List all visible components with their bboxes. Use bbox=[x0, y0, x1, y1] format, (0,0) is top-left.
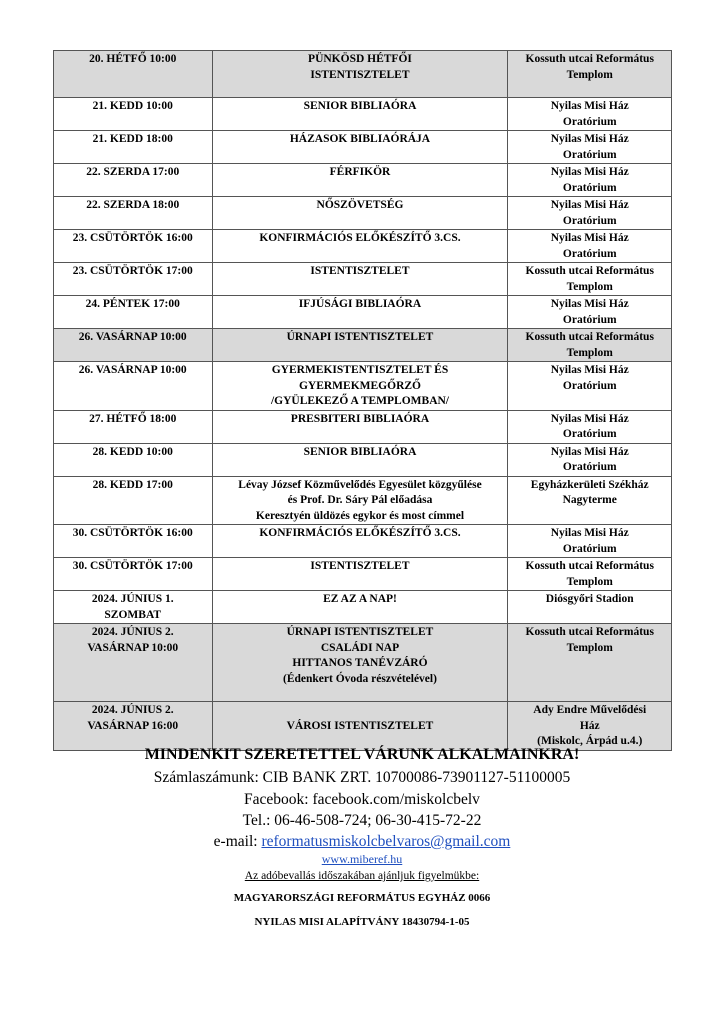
schedule-row bbox=[54, 164, 672, 197]
schedule-row bbox=[54, 197, 672, 230]
location-cell bbox=[508, 51, 672, 98]
event-line: IFJÚSÁGI BIBLIAÓRA bbox=[298, 298, 422, 310]
location-line: Oratórium bbox=[562, 247, 617, 260]
date-time-cell bbox=[54, 131, 213, 164]
event-cell bbox=[212, 230, 508, 263]
event-cell bbox=[212, 591, 508, 624]
date-time-cell bbox=[54, 702, 213, 751]
event-cell bbox=[212, 296, 508, 329]
date-time-line: 26. VASÁRNAP 10:00 bbox=[78, 364, 187, 376]
date-time-cell bbox=[54, 164, 213, 197]
location-line: Oratórium bbox=[562, 461, 617, 473]
date-time-cell bbox=[54, 410, 213, 443]
schedule-row bbox=[54, 591, 672, 624]
event-cell bbox=[212, 197, 508, 230]
location-cell bbox=[508, 410, 672, 443]
location-line: Oratórium bbox=[562, 115, 617, 128]
date-time-cell bbox=[54, 197, 213, 230]
date-time-line: 21. KEDD 10:00 bbox=[92, 100, 173, 112]
event-cell bbox=[212, 263, 508, 296]
date-time-line: 30. CSÜTÖRTÖK 16:00 bbox=[72, 527, 193, 539]
location-line: Nyilas Misi Ház bbox=[550, 133, 629, 145]
event-line: Keresztyén üldözés egykor és most címmel bbox=[255, 509, 465, 522]
schedule-row bbox=[54, 230, 672, 263]
event-line: ISTENTISZTELET bbox=[310, 265, 410, 277]
schedule-row bbox=[54, 98, 672, 131]
event-line: ÚRNAPI ISTENTISZTELET bbox=[286, 331, 434, 343]
location-line: Nyilas Misi Ház bbox=[550, 298, 629, 310]
invitation-heading: MINDENKIT SZERETETTEL VÁRUNK ALKALMAINKRA! bbox=[144, 746, 580, 763]
event-line: SENIOR BIBLIAÓRA bbox=[303, 100, 417, 112]
location-line: Templom bbox=[566, 575, 613, 588]
event-cell bbox=[212, 410, 508, 443]
location-line: Oratórium bbox=[562, 313, 617, 326]
event-line: PÜNKÖSD HÉTFŐI bbox=[308, 53, 412, 65]
date-time-cell bbox=[54, 362, 213, 411]
location-line: Kossuth utcai Református bbox=[525, 265, 654, 277]
date-time-line: 23. CSÜTÖRTÖK 17:00 bbox=[72, 265, 193, 277]
date-time-cell bbox=[54, 443, 213, 476]
event-line: ISTENTISZTELET bbox=[310, 560, 410, 572]
location-line: Nyilas Misi Ház bbox=[550, 412, 629, 425]
location-line: (Miskolc, Árpád u.4.) bbox=[537, 735, 643, 747]
location-line: Ház bbox=[579, 719, 600, 732]
date-time-cell bbox=[54, 51, 213, 98]
date-time-line: 27. HÉTFŐ 18:00 bbox=[89, 412, 177, 425]
date-time-cell bbox=[54, 476, 213, 525]
location-line: Ady Endre Művelődési bbox=[533, 704, 647, 716]
date-time-line: 30. CSÜTÖRTÖK 17:00 bbox=[72, 560, 193, 572]
location-line: Nyilas Misi Ház bbox=[550, 166, 629, 178]
location-cell bbox=[508, 624, 672, 702]
date-time-line: 2024. JÚNIUS 2. bbox=[91, 704, 174, 716]
event-cell bbox=[212, 443, 508, 476]
tax-note: Az adóbevallás időszakában ajánljuk figyelmükbe: bbox=[244, 870, 480, 882]
event-cell bbox=[212, 51, 508, 98]
location-cell bbox=[508, 558, 672, 591]
schedule-row bbox=[54, 410, 672, 443]
date-time-line: 28. KEDD 10:00 bbox=[92, 445, 173, 458]
location-cell bbox=[508, 525, 672, 558]
event-line: VÁROSI ISTENTISZTELET bbox=[286, 719, 434, 732]
schedule-row bbox=[54, 296, 672, 329]
website-line bbox=[0, 852, 724, 867]
date-time-line: 20. HÉTFŐ 10:00 bbox=[89, 53, 177, 65]
event-line: /GYÜLEKEZŐ A TEMPLOMBAN/ bbox=[270, 395, 450, 407]
schedule-row bbox=[54, 476, 672, 525]
event-line: KONFIRMÁCIÓS ELŐKÉSZÍTŐ 3.CS. bbox=[259, 232, 461, 244]
schedule-row bbox=[54, 702, 672, 751]
event-line: HÁZASOK BIBLIAÓRÁJA bbox=[289, 133, 431, 145]
location-cell bbox=[508, 476, 672, 525]
event-cell bbox=[212, 558, 508, 591]
event-schedule-table bbox=[53, 50, 672, 751]
facebook-line: Facebook: facebook.com/miskolcbelv bbox=[244, 791, 480, 808]
email-label: e-mail: bbox=[213, 833, 262, 850]
location-cell bbox=[508, 591, 672, 624]
event-line: PRESBITERI BIBLIAÓRA bbox=[290, 412, 430, 425]
event-line: SENIOR BIBLIAÓRA bbox=[303, 445, 417, 458]
location-cell bbox=[508, 164, 672, 197]
event-cell bbox=[212, 131, 508, 164]
location-cell bbox=[508, 362, 672, 411]
event-line: NŐSZÖVETSÉG bbox=[316, 199, 404, 211]
event-cell bbox=[212, 329, 508, 362]
location-line: Oratórium bbox=[562, 428, 617, 440]
event-line: ÚRNAPI ISTENTISZTELET bbox=[286, 626, 434, 638]
location-line: Templom bbox=[566, 346, 613, 359]
location-cell bbox=[508, 131, 672, 164]
tax-foundation: NYILAS MISI ALAPÍTVÁNY 18430794-1-05 bbox=[254, 916, 470, 928]
location-line: Oratórium bbox=[562, 181, 617, 194]
location-line: Nyilas Misi Ház bbox=[550, 445, 629, 458]
date-time-cell bbox=[54, 263, 213, 296]
date-time-line: VASÁRNAP 16:00 bbox=[87, 719, 179, 732]
event-cell bbox=[212, 702, 508, 751]
location-line: Oratórium bbox=[562, 542, 617, 555]
date-time-line: 24. PÉNTEK 17:00 bbox=[85, 298, 180, 310]
event-cell bbox=[212, 98, 508, 131]
event-line: CSALÁDI NAP bbox=[320, 641, 400, 654]
location-line: Nyilas Misi Ház bbox=[550, 364, 629, 376]
location-cell bbox=[508, 230, 672, 263]
tax-church: MAGYARORSZÁGI REFORMÁTUS EGYHÁZ 0066 bbox=[233, 892, 491, 904]
email-link[interactable]: reformatusmiskolcbelvaros@gmail.com bbox=[261, 833, 511, 850]
date-time-line: 28. KEDD 17:00 bbox=[92, 478, 173, 491]
location-line: Oratórium bbox=[562, 148, 617, 161]
date-time-cell bbox=[54, 558, 213, 591]
date-time-cell bbox=[54, 296, 213, 329]
event-line: FÉRFIKÖR bbox=[329, 166, 391, 178]
location-line: Nyilas Misi Ház bbox=[550, 527, 629, 539]
location-cell bbox=[508, 296, 672, 329]
website-link[interactable]: www.miberef.hu bbox=[321, 852, 403, 866]
location-line: Kossuth utcai Református bbox=[525, 331, 654, 343]
date-time-cell bbox=[54, 525, 213, 558]
location-line: Oratórium bbox=[562, 379, 617, 392]
location-line: Templom bbox=[566, 641, 613, 654]
schedule-row bbox=[54, 558, 672, 591]
date-time-line: VASÁRNAP 10:00 bbox=[87, 641, 179, 654]
location-cell bbox=[508, 329, 672, 362]
event-line: (Édenkert Óvoda részvételével) bbox=[283, 672, 437, 685]
location-cell bbox=[508, 263, 672, 296]
event-line: ISTENTISZTELET bbox=[310, 68, 410, 81]
date-time-cell bbox=[54, 329, 213, 362]
event-line: HITTANOS TANÉVZÁRÓ bbox=[292, 657, 428, 669]
location-line: Templom bbox=[566, 280, 613, 293]
location-line: Kossuth utcai Református bbox=[525, 626, 654, 638]
location-line: Egyházkerületi Székház bbox=[530, 478, 649, 491]
event-cell bbox=[212, 624, 508, 702]
location-cell bbox=[508, 197, 672, 230]
schedule-body bbox=[54, 51, 672, 751]
date-time-line: 21. KEDD 18:00 bbox=[92, 133, 173, 145]
date-time-cell bbox=[54, 591, 213, 624]
date-time-line: 2024. JÚNIUS 1. bbox=[91, 593, 174, 605]
location-line: Nagyterme bbox=[562, 494, 617, 506]
bank-account: Számlaszámunk: CIB BANK ZRT. 10700086-73901127-51100005 bbox=[153, 769, 571, 786]
date-time-line: 22. SZERDA 17:00 bbox=[86, 166, 180, 178]
event-line: és Prof. Dr. Sáry Pál előadása bbox=[287, 494, 433, 506]
date-time-cell bbox=[54, 624, 213, 702]
location-line: Kossuth utcai Református bbox=[525, 53, 654, 65]
location-line: Nyilas Misi Ház bbox=[550, 199, 629, 211]
schedule-row bbox=[54, 525, 672, 558]
schedule-row bbox=[54, 329, 672, 362]
location-line: Oratórium bbox=[562, 214, 617, 227]
schedule-row bbox=[54, 131, 672, 164]
event-line: GYERMEKISTENTISZTELET ÉS bbox=[271, 364, 449, 376]
schedule-row bbox=[54, 443, 672, 476]
phone-line: Tel.: 06-46-508-724; 06-30-415-72-22 bbox=[242, 812, 482, 829]
event-line: EZ AZ A NAP! bbox=[323, 593, 397, 605]
schedule-row bbox=[54, 624, 672, 702]
location-line: Nyilas Misi Ház bbox=[550, 100, 629, 112]
schedule-row bbox=[54, 51, 672, 98]
location-line: Templom bbox=[566, 68, 613, 81]
event-cell bbox=[212, 164, 508, 197]
location-cell bbox=[508, 443, 672, 476]
location-line: Kossuth utcai Református bbox=[525, 560, 654, 572]
event-line: GYERMEKMEGŐRZŐ bbox=[298, 379, 421, 392]
location-cell bbox=[508, 702, 672, 751]
date-time-line: 22. SZERDA 18:00 bbox=[86, 199, 180, 211]
date-time-cell bbox=[54, 98, 213, 131]
location-cell bbox=[508, 98, 672, 131]
schedule-row bbox=[54, 362, 672, 411]
date-time-line: 2024. JÚNIUS 2. bbox=[91, 626, 174, 638]
schedule-row bbox=[54, 263, 672, 296]
event-cell bbox=[212, 476, 508, 525]
event-line: Lévay József Közművelődés Egyesület közgyűlése bbox=[238, 478, 482, 491]
event-cell bbox=[212, 362, 508, 411]
event-line: KONFIRMÁCIÓS ELŐKÉSZÍTŐ 3.CS. bbox=[259, 527, 461, 539]
date-time-line: SZOMBAT bbox=[104, 608, 162, 621]
date-time-cell bbox=[54, 230, 213, 263]
location-line: Diósgyőri Stadion bbox=[545, 593, 634, 605]
location-line: Nyilas Misi Ház bbox=[550, 232, 629, 244]
email-line bbox=[0, 831, 724, 852]
date-time-line: 23. CSÜTÖRTÖK 16:00 bbox=[72, 232, 193, 244]
date-time-line: 26. VASÁRNAP 10:00 bbox=[78, 331, 187, 343]
event-cell bbox=[212, 525, 508, 558]
